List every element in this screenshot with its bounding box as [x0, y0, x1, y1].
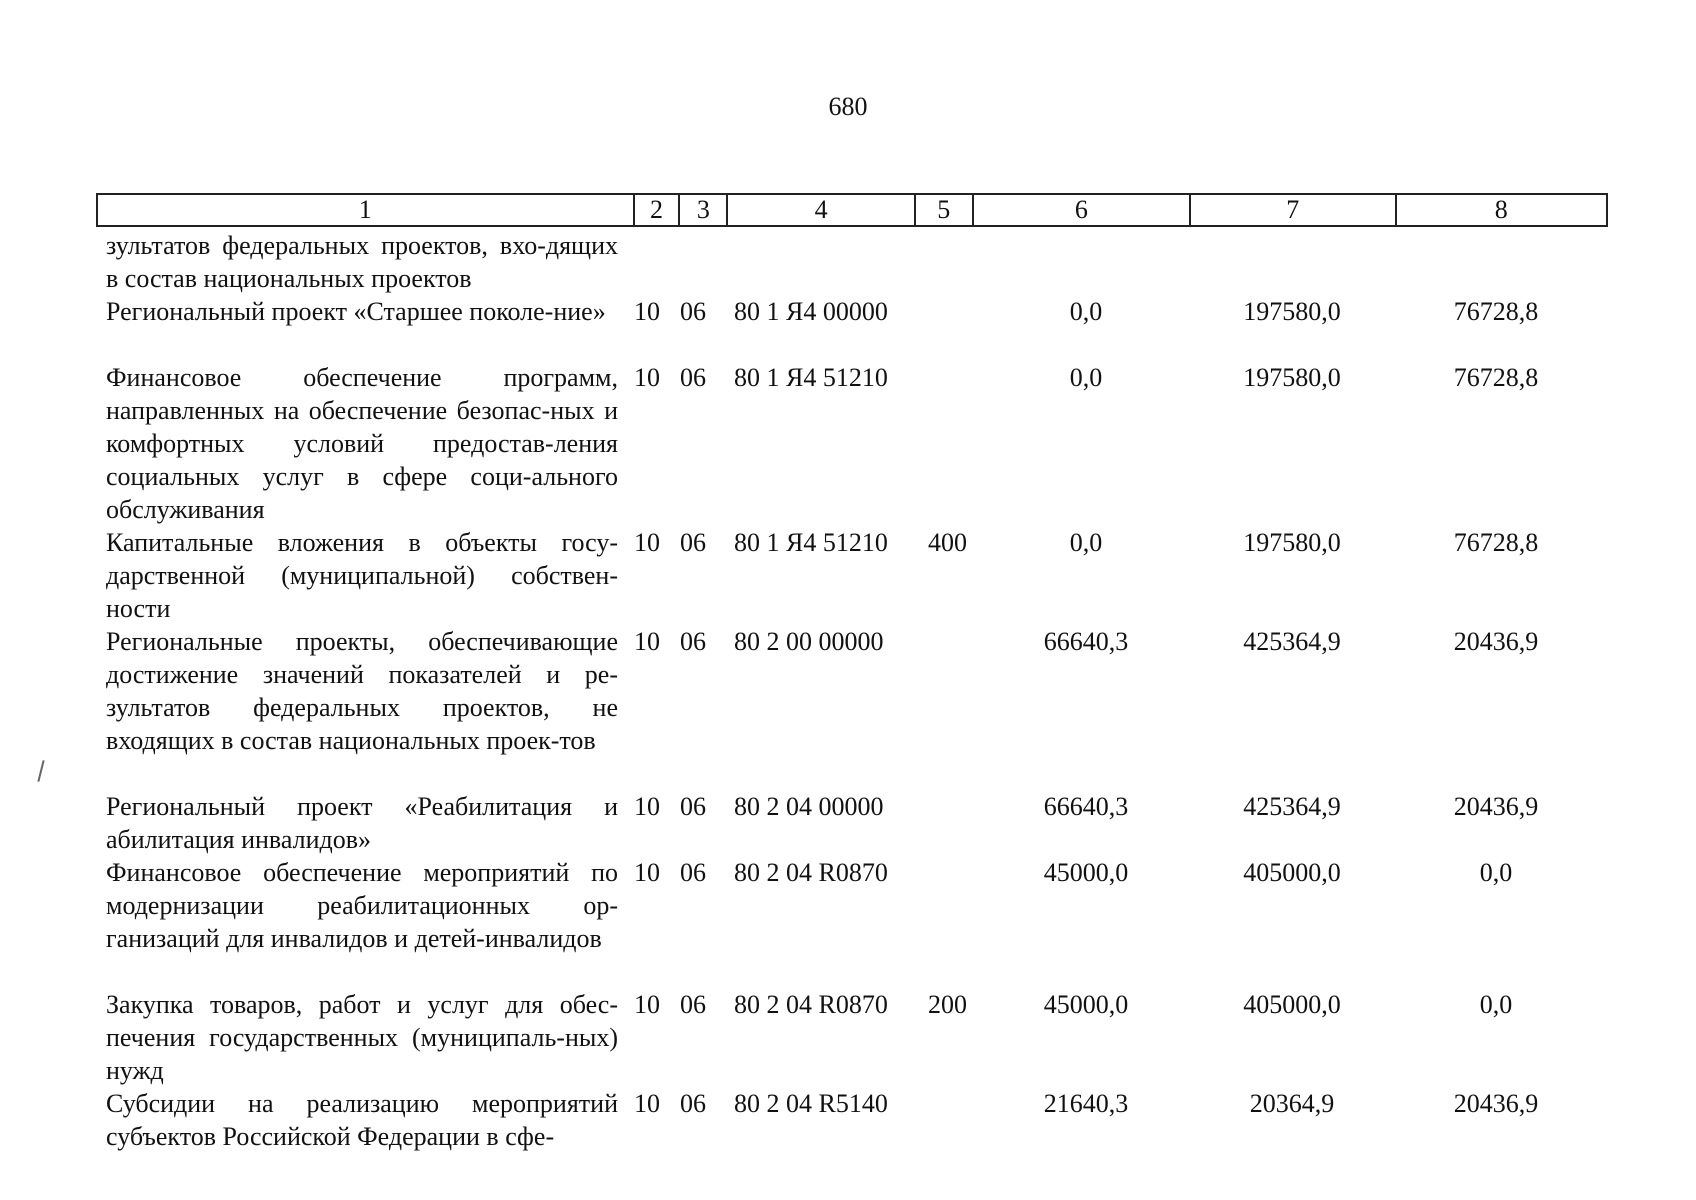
row-section: 10: [634, 990, 660, 1019]
header-col-5: 5: [916, 195, 974, 225]
row-description: Субсидии на реализацию мероприятий субъектов Российской Федерации в сфе-: [106, 1089, 618, 1151]
row-subsection: 06: [680, 792, 706, 821]
row-value-6: 0,0: [1069, 297, 1103, 326]
row-value-8: 20436,9: [1453, 627, 1539, 656]
row-value-7: 425364,9: [1243, 627, 1341, 656]
row-value-6: 0,0: [1069, 363, 1103, 392]
row-subsection: 06: [680, 1089, 706, 1118]
row-section: 10: [634, 858, 660, 887]
row-value-7: 20364,9: [1249, 1089, 1335, 1118]
row-value-6: 45000,0: [1043, 990, 1129, 1019]
row-value-8: 76728,8: [1453, 363, 1539, 392]
row-description: Региональные проекты, обеспечивающие достижение значений показателей и ре-зультатов федеральных проектов, не входящих в состав национальных проек-тов: [106, 627, 618, 755]
row-value-7: 425364,9: [1243, 792, 1341, 821]
row-description: Финансовое обеспечение программ, направленных на обеспечение безопас-ных и комфортных условий предостав-ления социальных услуг в сфере соци-ального обслуживания: [106, 363, 618, 524]
row-section: 10: [634, 792, 660, 821]
row-value-8: 20436,9: [1453, 792, 1539, 821]
row-expense-type: 400: [928, 528, 967, 557]
row-value-8: 76728,8: [1453, 528, 1539, 557]
row-section: 10: [634, 363, 660, 392]
header-col-3: 3: [680, 195, 728, 225]
row-value-8: 0,0: [1479, 990, 1513, 1019]
row-section: 10: [634, 1089, 660, 1118]
row-description: Капитальные вложения в объекты госу-дарственной (муниципальной) собствен-ности: [106, 528, 618, 623]
margin-pencil-mark: [37, 760, 44, 782]
row-value-8: 20436,9: [1453, 1089, 1539, 1118]
table-header: [96, 193, 1608, 227]
row-section: 10: [634, 627, 660, 656]
row-value-8: 0,0: [1479, 858, 1513, 887]
row-value-7: 197580,0: [1243, 297, 1341, 326]
row-description: Региональный проект «Реабилитация и абилитация инвалидов»: [106, 792, 618, 854]
row-subsection: 06: [680, 858, 706, 887]
row-target-code: 80 2 04 R0870: [734, 990, 888, 1019]
page-number: 680: [828, 92, 868, 121]
row-target-code: 80 1 Я4 51210: [734, 363, 888, 392]
header-col-2: 2: [635, 195, 681, 225]
row-subsection: 06: [680, 528, 706, 557]
row-description: Закупка товаров, работ и услуг для обес-печения государственных (муниципаль-ных) нужд: [106, 990, 618, 1085]
row-value-6: 0,0: [1069, 528, 1103, 557]
header-col-4: 4: [728, 195, 916, 225]
row-value-8: 76728,8: [1453, 297, 1539, 326]
row-subsection: 06: [680, 627, 706, 656]
header-col-6: 6: [974, 195, 1191, 225]
row-target-code: 80 1 Я4 00000: [734, 297, 888, 326]
row-value-6: 66640,3: [1043, 792, 1129, 821]
row-value-7: 405000,0: [1243, 858, 1341, 887]
header-col-7: 7: [1191, 195, 1396, 225]
row-target-code: 80 2 04 R0870: [734, 858, 888, 887]
row-value-7: 405000,0: [1243, 990, 1341, 1019]
header-col-8: 8: [1494, 195, 1508, 224]
row-subsection: 06: [680, 297, 706, 326]
row-target-code: 80 1 Я4 51210: [734, 528, 888, 557]
row-section: 10: [634, 297, 660, 326]
row-subsection: 06: [680, 990, 706, 1019]
row-target-code: 80 2 04 00000: [734, 792, 884, 821]
header-col-1: 1: [98, 195, 635, 225]
row-target-code: 80 2 00 00000: [734, 627, 884, 656]
row-value-6: 66640,3: [1043, 627, 1129, 656]
row-description: зультатов федеральных проектов, вхо-дящих в состав национальных проектов: [106, 231, 618, 293]
row-section: 10: [634, 528, 660, 557]
row-value-7: 197580,0: [1243, 363, 1341, 392]
row-value-7: 197580,0: [1243, 528, 1341, 557]
row-value-6: 45000,0: [1043, 858, 1129, 887]
row-target-code: 80 2 04 R5140: [734, 1089, 888, 1118]
row-description: Региональный проект «Старшее поколе-ние»: [106, 297, 606, 326]
row-subsection: 06: [680, 363, 706, 392]
row-description: Финансовое обеспечение мероприятий по модернизации реабилитационных ор-ганизаций для инвалидов и детей-инвалидов: [106, 858, 618, 953]
row-value-6: 21640,3: [1043, 1089, 1129, 1118]
row-expense-type: 200: [928, 990, 967, 1019]
